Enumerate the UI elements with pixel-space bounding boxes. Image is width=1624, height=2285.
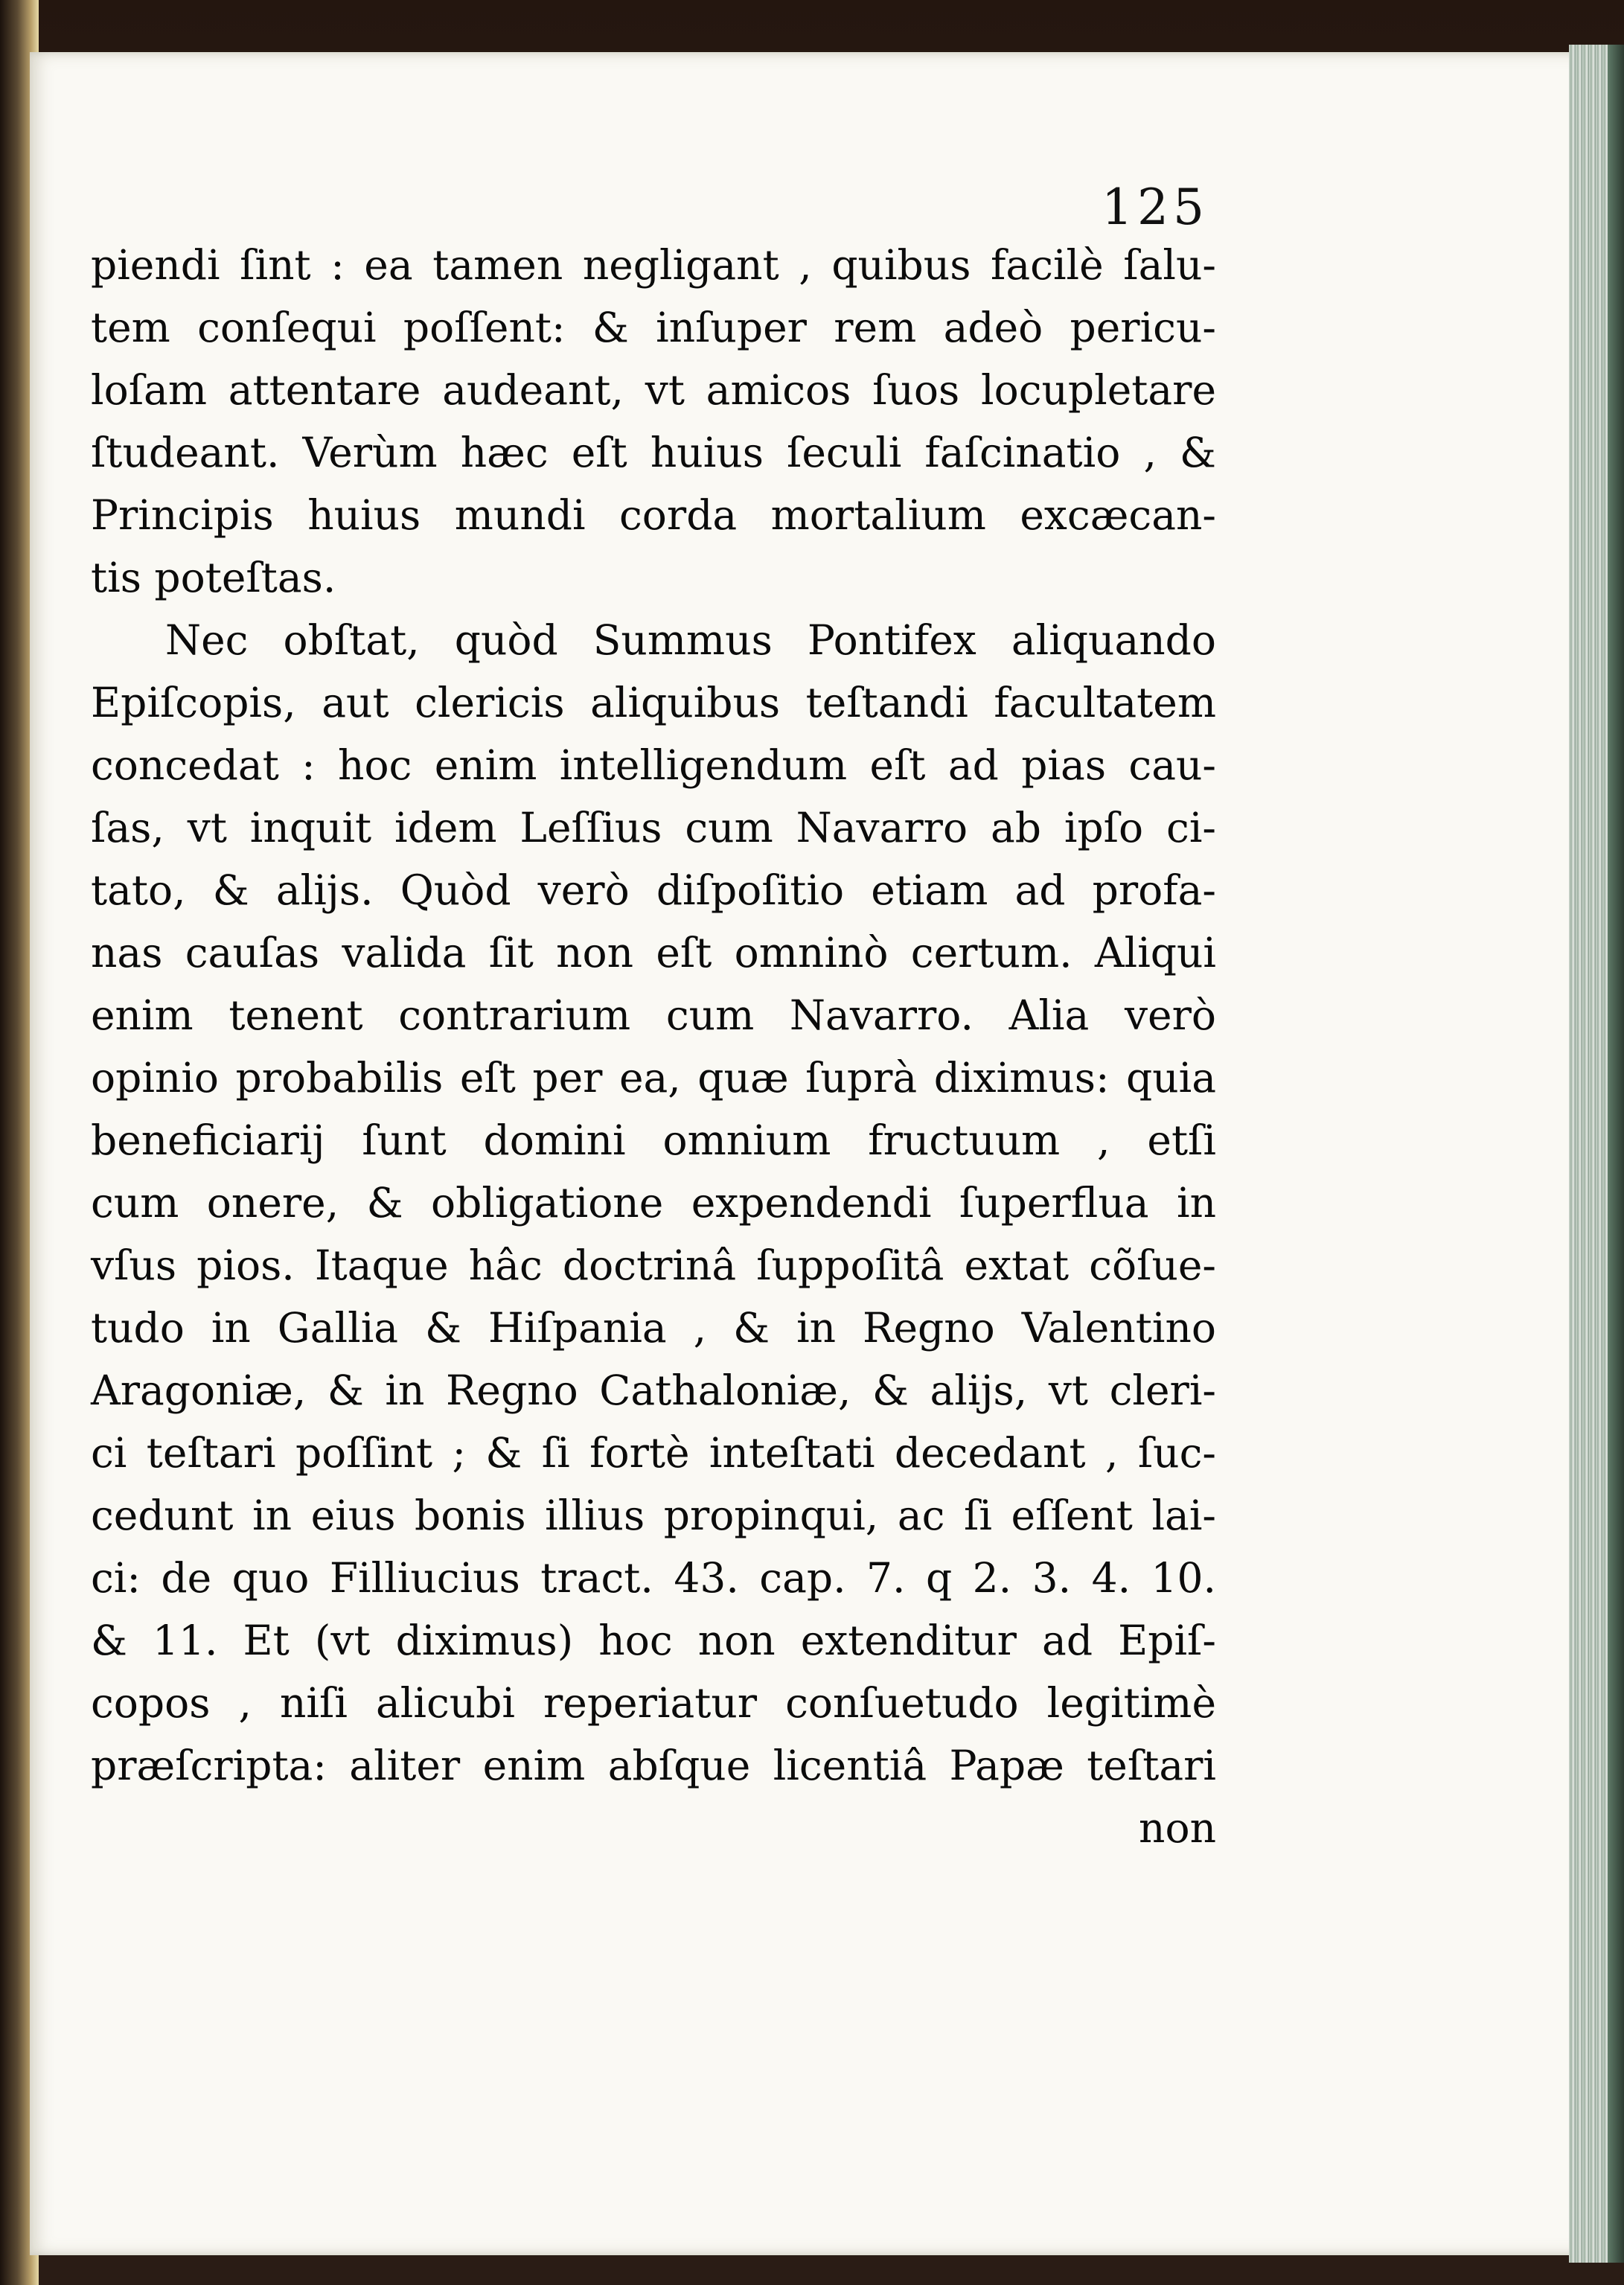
text-line: Epiſcopis, aut clericis aliquibus teſtandi facultatem (91, 679, 1216, 726)
text-line: concedat : hoc enim intelligendum eſt ad pias cau- (91, 741, 1216, 789)
text-line: ſas, vt inquit idem Leſſius cum Navarro ab ipſo ci- (91, 804, 1216, 851)
book-cover-edge (1608, 45, 1624, 2263)
text-line: piendi ſint : ea tamen negligant , quibus facilè ſalu- (91, 241, 1216, 289)
catchword: non (1139, 1804, 1216, 1852)
text-line: ci teſtari poſſint ; & ſi fortè inteſtati decedant , ſuc- (91, 1429, 1216, 1477)
text-line: tem conſequi poſſent: & inſuper rem adeò pericu- (91, 304, 1216, 351)
text-line: copos , niſi alicubi reperiatur conſuetudo legitimè (91, 1679, 1216, 1727)
text-line: cum onere, & obligatione expendendi ſuperflua in (91, 1179, 1216, 1227)
text-line: ci: de quo Filliucius tract. 43. cap. 7. q 2. 3. 4. 10. (91, 1554, 1216, 1602)
text-line: tis poteſtas. (91, 554, 336, 601)
text-line: cedunt in eius bonis illius propinqui, ac ſi eſſent lai- (91, 1492, 1216, 1539)
text-line: nas cauſas valida ſit non eſt omninò certum. Aliqui (91, 929, 1216, 977)
text-line: præſcripta: aliter enim abſque licentiâ Papæ teſtari (91, 1742, 1216, 1789)
text-line: beneficiarij ſunt domini omnium fructuum , etſi (91, 1116, 1216, 1164)
text-line: Aragoniæ, & in Regno Cathaloniæ, & alijs, vt cleri- (91, 1367, 1216, 1414)
page-number: 125 (1102, 179, 1209, 236)
paragraph-start-line: Nec obſtat, quòd Summus Pontifex aliquando (165, 616, 1216, 664)
text-line: Principis huius mundi corda mortalium excæcan- (91, 491, 1216, 539)
text-line: vſus pios. Itaque hâc doctrinâ ſuppoſitâ extat cõſue- (91, 1241, 1216, 1289)
text-line: tato, & alijs. Quòd verò diſpoſitio etiam ad profa- (91, 866, 1216, 914)
text-line: opinio probabilis eſt per ea, quæ ſuprà diximus: quia (91, 1054, 1216, 1102)
text-line: loſam attentare audeant, vt amicos ſuos locupletare (91, 366, 1216, 414)
text-line: enim tenent contrarium cum Navarro. Alia verò (91, 991, 1216, 1039)
text-line: tudo in Gallia & Hiſpania , & in Regno Valentino (91, 1304, 1216, 1352)
text-line: ſtudeant. Verùm hæc eſt huius ſeculi faſcinatio , & (91, 429, 1216, 476)
text-line: & 11. Et (vt diximus) hoc non extenditur ad Epiſ- (91, 1617, 1216, 1664)
